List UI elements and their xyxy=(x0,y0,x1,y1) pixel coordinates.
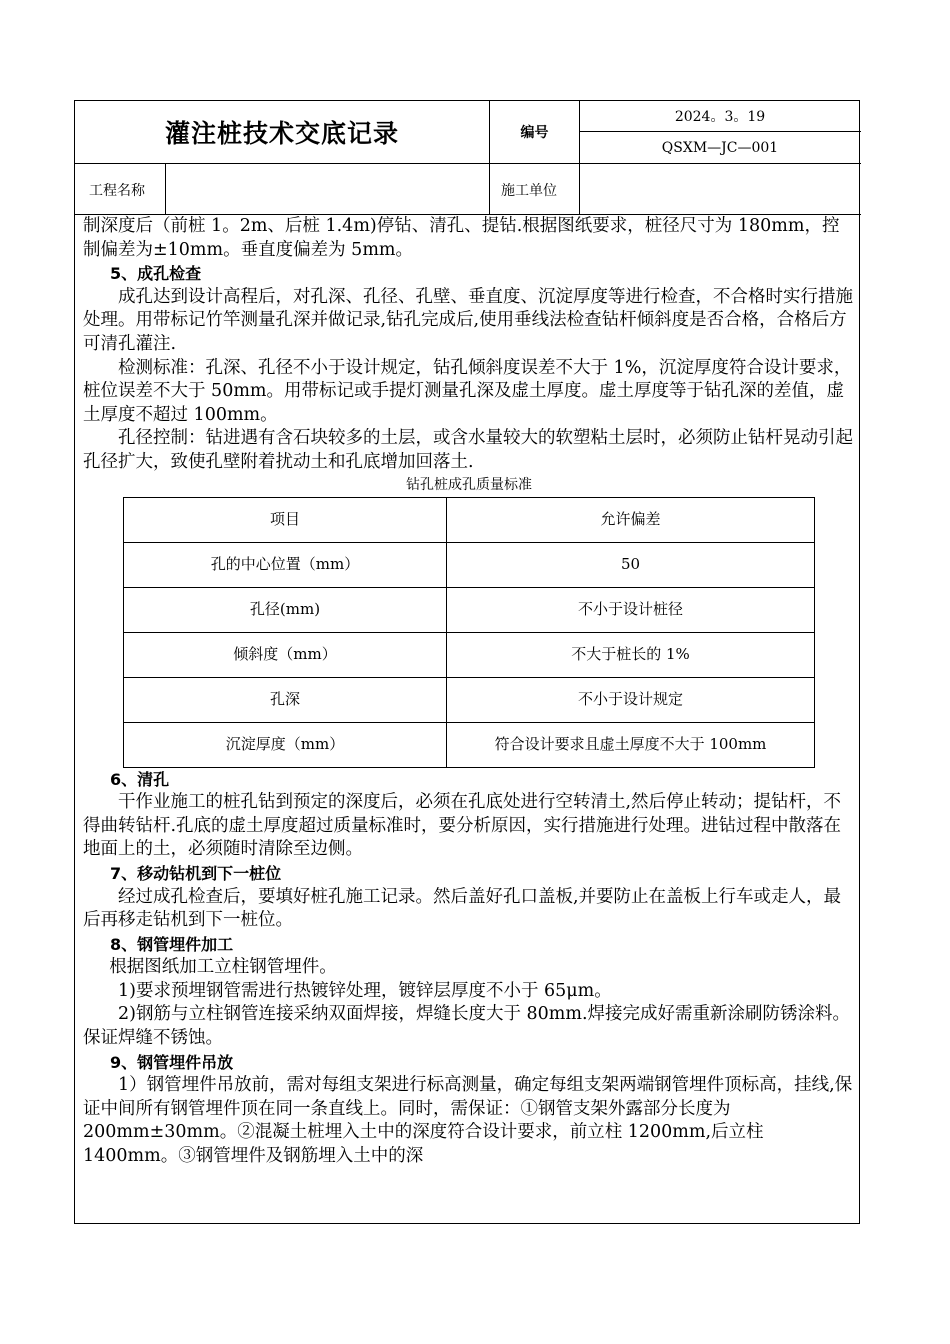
table-cell: 符合设计要求且虚土厚度不大于 100mm xyxy=(447,722,815,767)
header-divider xyxy=(489,163,490,215)
record-form xyxy=(74,100,860,1224)
contractor-label: 施工单位 xyxy=(501,182,557,199)
paragraph: 干作业施工的桩孔钻到预定的深度后，必须在孔底处进行空转清土,然后停止转动；提钻杆，不得曲转钻杆.孔底的虚土厚度超过质量标准时，要分析原因，实行措施进行处理。进钻过程中散落在地面上的土，必须随时清除至边侧。 xyxy=(83,792,842,860)
section-heading: 9、钢管埋件吊放 xyxy=(110,1052,234,1072)
paragraph: 成孔达到设计高程后，对孔深、孔径、孔壁、垂直度、沉淀厚度等进行检查，不合格时实行措施处理。用带标记竹竿测量孔深并做记录,钻孔完成后,使用垂线法检查钻杆倾斜度是否合格，合格后方可清孔灌注. xyxy=(83,286,853,354)
document-number: QSXM—JC—001 xyxy=(661,139,779,156)
project-name-value xyxy=(167,164,487,215)
paragraph: 孔径控制：钻进遇有含石块较多的土层，或含水量较大的软塑粘土层时，必须防止钻杆晃动引起孔径扩大，致使孔壁附着扰动土和孔底增加回落土. xyxy=(83,428,853,472)
section-heading: 5、成孔检查 xyxy=(110,264,202,284)
table-cell: 孔径(mm) xyxy=(124,587,447,632)
paragraph: 根据图纸加工立柱钢管埋件。 xyxy=(109,957,337,978)
document-body xyxy=(83,215,855,1169)
table-row xyxy=(124,632,815,677)
table-cell: 50 xyxy=(447,542,815,587)
section-heading: 7、移动钻机到下一桩位 xyxy=(110,863,282,883)
table-caption: 钻孔桩成孔质量标准 xyxy=(406,476,532,493)
table-cell: 不大于桩长的 1% xyxy=(447,632,815,677)
table-row xyxy=(124,542,815,587)
contractor-value xyxy=(581,164,851,215)
table-cell: 不小于设计规定 xyxy=(447,677,815,722)
section-heading: 6、清孔 xyxy=(110,769,170,789)
header-divider xyxy=(165,163,166,215)
document-date: 2024。3。19 xyxy=(674,109,766,125)
code-label: 编号 xyxy=(520,125,549,141)
section-heading: 8、钢管埋件加工 xyxy=(110,934,234,954)
table-row xyxy=(124,587,815,632)
header-divider xyxy=(579,163,580,215)
paragraph: 1)要求预埋钢管需进行热镀锌处理，镀锌层厚度不小于 65μm。 xyxy=(118,980,612,1001)
paragraph: 制深度后（前桩 1。2m、后桩 1.4m)停钻、清孔、提钻.根据图纸要求，桩径尺寸为 180mm，控制偏差为±10mm。垂直度偏差为 5mm。 xyxy=(83,216,840,260)
table-cell: 沉淀厚度（mm） xyxy=(124,722,447,767)
table-header-cell: 允许偏差 xyxy=(447,497,815,542)
quality-standard-table xyxy=(123,497,815,768)
table-header-cell: 项目 xyxy=(124,497,447,542)
table-cell: 不小于设计桩径 xyxy=(447,587,815,632)
paragraph: 2)钢筋与立柱钢管连接采纳双面焊接，焊缝长度大于 80mm.焊接完成好需重新涂刷防锈涂料。保证焊缝不锈蚀。 xyxy=(83,1004,851,1049)
table-cell: 孔深 xyxy=(124,677,447,722)
table-row xyxy=(124,722,815,767)
table-header-row xyxy=(124,497,815,542)
paragraph: 1）钢管埋件吊放前，需对每组支架进行标高测量，确定每组支架两端钢管埋件顶标高，挂线,保证中间所有钢管埋件顶在同一条直线上。同时，需保证：①钢管支架外露部分长度为 200mm±30mm。②混凝土桩埋入土中的深度符合设计要求，前立柱 1200mm,后立柱 1400mm。③钢管埋件及钢筋埋入土中的深 xyxy=(83,1075,853,1167)
document-title: 灌注桩技术交底记录 xyxy=(164,119,399,148)
table-row xyxy=(124,677,815,722)
paragraph: 检测标准：孔深、孔径不小于设计规定，钻孔倾斜度误差不大于 1%，沉淀厚度符合设计要求，桩位误差不大于 50mm。用带标记或手提灯测量孔深及虚土厚度。虚土厚度等于钻孔深的差值，虚土厚度不超过 100mm。 xyxy=(83,357,852,425)
table-cell: 倾斜度（mm） xyxy=(124,632,447,677)
paragraph: 经过成孔检查后，要填好桩孔施工记录。然后盖好孔口盖板,并要防止在盖板上行车或走人，最后再移走钻机到下一桩位。 xyxy=(83,886,842,931)
table-cell: 孔的中心位置（mm） xyxy=(124,542,447,587)
project-name-label: 工程名称 xyxy=(89,182,145,199)
